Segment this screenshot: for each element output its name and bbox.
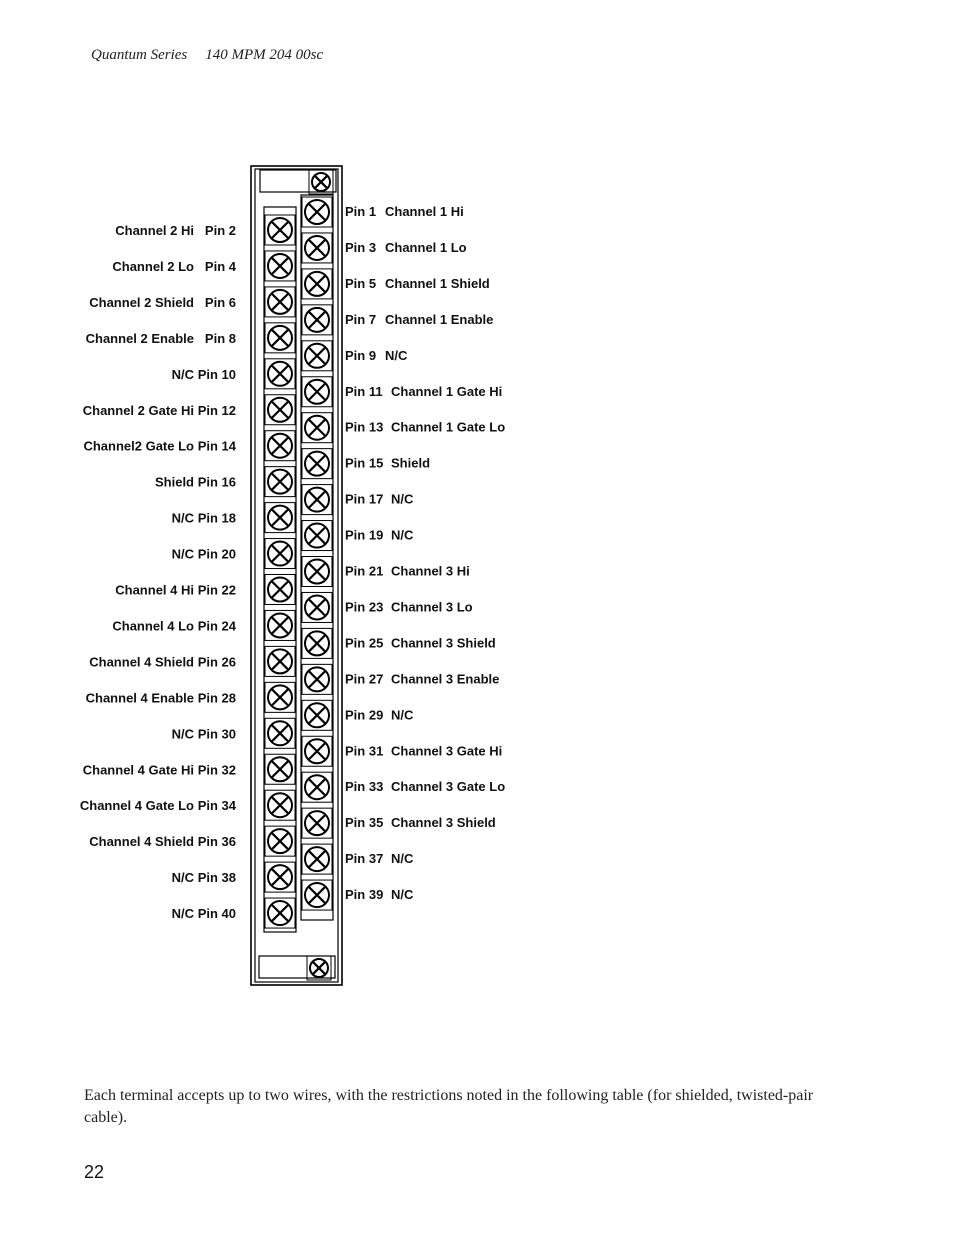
terminal-screw-pin-6 [265, 287, 295, 317]
left-pin-signal: N/C [171, 366, 194, 382]
left-pin-number: Pin 16 [197, 474, 236, 490]
terminal-screw-pin-12 [265, 395, 295, 425]
terminal-screw-pin-7 [302, 305, 332, 335]
left-pin-signal: N/C [171, 546, 194, 562]
left-pin-signal: Channel 4 Gate Lo [79, 798, 194, 814]
left-pin-number: Pin 28 [197, 690, 236, 706]
terminal-screw-pin-5 [302, 269, 332, 299]
right-pin-number: Pin 17 [345, 491, 384, 507]
terminal-screw-pin-31 [302, 736, 332, 766]
left-pin-signal: N/C [171, 510, 194, 526]
left-pin-number: Pin 36 [197, 834, 236, 850]
bottom-mount-screw [307, 956, 331, 980]
terminal-screw-pin-23 [302, 592, 332, 622]
left-pin-signal: Channel 2 Enable [85, 330, 194, 346]
terminal-screw-pin-26 [265, 646, 295, 676]
right-pin-number: Pin 9 [345, 347, 377, 363]
left-pin-number: Pin 38 [197, 870, 236, 886]
terminal-screw-pin-39 [302, 880, 332, 910]
left-pin-number: Pin 34 [197, 798, 236, 814]
right-pin-signal: Channel 3 Gate Lo [391, 779, 506, 795]
right-pin-number: Pin 35 [345, 815, 384, 831]
left-pin-number: Pin 40 [197, 906, 236, 922]
terminal-screw-pin-3 [302, 233, 332, 263]
left-pin-signal: Channel 4 Hi [115, 582, 194, 598]
terminal-screw-pin-32 [265, 754, 295, 784]
terminal-screw-pin-34 [265, 790, 295, 820]
terminal-screw-pin-33 [302, 772, 332, 802]
terminal-screw-pin-4 [265, 251, 295, 281]
left-pin-number: Pin 22 [197, 582, 236, 598]
terminal-screw-pin-18 [265, 503, 295, 533]
body-paragraph: Each terminal accepts up to two wires, with the restrictions noted in the following table (for shielded, twisted-pair cable). [84, 1087, 814, 1126]
right-pin-number: Pin 5 [345, 275, 377, 291]
left-pin-number: Pin 18 [197, 510, 236, 526]
left-pin-signal: Channel 4 Shield [89, 654, 194, 670]
page-number: 22 [84, 1162, 105, 1182]
terminal-screw-pin-29 [302, 700, 332, 730]
right-pin-signal: Channel 3 Lo [391, 599, 473, 615]
terminal-screws [265, 170, 333, 980]
right-pin-signal: N/C [391, 851, 414, 867]
right-pin-number: Pin 3 [345, 239, 377, 255]
left-pin-signal: Channel 4 Lo [112, 618, 194, 634]
left-pin-number: Pin 8 [204, 330, 236, 346]
terminal-screw-pin-27 [302, 664, 332, 694]
left-pin-signal: Shield [154, 474, 194, 490]
right-pin-number: Pin 31 [345, 743, 384, 759]
right-pin-signal: Channel 1 Gate Hi [391, 383, 503, 399]
right-pin-signal: N/C [391, 527, 414, 543]
terminal-screw-pin-35 [302, 808, 332, 838]
right-pin-signal: Channel 3 Shield [391, 815, 496, 831]
even-terminal-strip [264, 207, 296, 932]
left-pin-signal: Channel 2 Hi [115, 223, 194, 238]
right-pin-signal: Channel 3 Hi [391, 563, 470, 579]
right-pin-number: Pin 37 [345, 851, 384, 867]
right-pin-number: Pin 25 [345, 635, 384, 651]
right-pin-number: Pin 1 [345, 204, 377, 219]
right-pin-signal: N/C [391, 707, 414, 723]
terminal-screw-pin-28 [265, 682, 295, 712]
model-number: 140 MPM 204 00sc [205, 47, 324, 63]
left-pin-number: Pin 30 [197, 726, 236, 742]
right-pin-number: Pin 27 [345, 671, 384, 687]
left-pin-number: Pin 10 [197, 366, 236, 382]
terminal-screw-pin-16 [265, 467, 295, 497]
right-pin-signal: N/C [385, 347, 408, 363]
terminal-screw-pin-36 [265, 826, 295, 856]
left-pin-number: Pin 6 [204, 294, 236, 310]
terminal-screw-pin-22 [265, 575, 295, 605]
right-pin-signal: Channel 3 Enable [391, 671, 500, 687]
left-pin-signal: N/C [171, 726, 194, 742]
right-pin-number: Pin 33 [345, 779, 384, 795]
pin-labels [80, 204, 505, 921]
terminal-screw-pin-24 [265, 610, 295, 640]
terminal-screw-pin-30 [265, 718, 295, 748]
terminal-screw-pin-2 [265, 215, 295, 245]
right-pin-signal: N/C [391, 491, 414, 507]
terminal-screw-pin-13 [302, 413, 332, 443]
right-pin-signal: Shield [391, 455, 431, 471]
right-pin-signal: Channel 1 Hi [385, 204, 464, 219]
left-pin-signal: Channel 4 Gate Hi [82, 762, 194, 778]
right-pin-signal: Channel 3 Gate Hi [391, 743, 503, 759]
right-pin-signal: Channel 1 Gate Lo [391, 419, 506, 435]
terminal-screw-pin-10 [265, 359, 295, 389]
terminal-screw-pin-40 [265, 898, 295, 928]
top-mount-screw [309, 170, 333, 194]
left-pin-number: Pin 24 [197, 618, 236, 634]
right-pin-number: Pin 23 [345, 599, 384, 615]
right-pin-signal: Channel 1 Enable [385, 311, 494, 327]
left-pin-signal: Channel 4 Enable [85, 690, 194, 706]
right-pin-number: Pin 19 [345, 527, 384, 543]
left-pin-signal: Channel2 Gate Lo [83, 438, 194, 454]
right-pin-number: Pin 29 [345, 707, 384, 723]
right-pin-number: Pin 15 [345, 455, 384, 471]
right-pin-number: Pin 21 [345, 563, 384, 579]
left-pin-number: Pin 2 [204, 223, 236, 238]
right-pin-number: Pin 39 [345, 887, 384, 903]
terminal-screw-pin-1 [302, 197, 332, 227]
left-pin-signal: N/C [171, 906, 194, 922]
terminal-screw-pin-25 [302, 628, 332, 658]
terminal-screw-pin-37 [302, 844, 332, 874]
left-pin-number: Pin 32 [197, 762, 236, 778]
terminal-screw-pin-9 [302, 341, 332, 371]
terminal-screw-pin-38 [265, 862, 295, 892]
right-pin-number: Pin 7 [345, 311, 377, 327]
left-pin-signal: Channel 2 Lo [112, 258, 194, 274]
left-pin-number: Pin 26 [197, 654, 236, 670]
terminal-screw-pin-19 [302, 521, 332, 551]
terminal-screw-pin-21 [302, 557, 332, 587]
right-pin-number: Pin 11 [345, 383, 383, 399]
terminal-screw-pin-8 [265, 323, 295, 353]
terminal-screw-pin-20 [265, 539, 295, 569]
left-pin-signal: N/C [171, 870, 194, 886]
right-pin-signal: N/C [391, 887, 414, 903]
terminal-screw-pin-17 [302, 485, 332, 515]
left-pin-number: Pin 14 [197, 438, 236, 454]
right-pin-signal: Channel 3 Shield [391, 635, 496, 651]
right-pin-number: Pin 13 [345, 419, 384, 435]
left-pin-number: Pin 12 [197, 402, 236, 418]
right-pin-signal: Channel 1 Lo [385, 239, 467, 255]
right-pin-signal: Channel 1 Shield [385, 275, 490, 291]
left-pin-signal: Channel 2 Gate Hi [82, 402, 194, 418]
terminal-screw-pin-11 [302, 377, 332, 407]
left-pin-number: Pin 4 [204, 258, 236, 274]
series-name: Quantum Series [91, 47, 188, 63]
terminal-screw-pin-14 [265, 431, 295, 461]
terminal-screw-pin-15 [302, 449, 332, 479]
left-pin-number: Pin 20 [197, 546, 236, 562]
left-pin-signal: Channel 2 Shield [89, 294, 194, 310]
left-pin-signal: Channel 4 Shield [89, 834, 194, 850]
